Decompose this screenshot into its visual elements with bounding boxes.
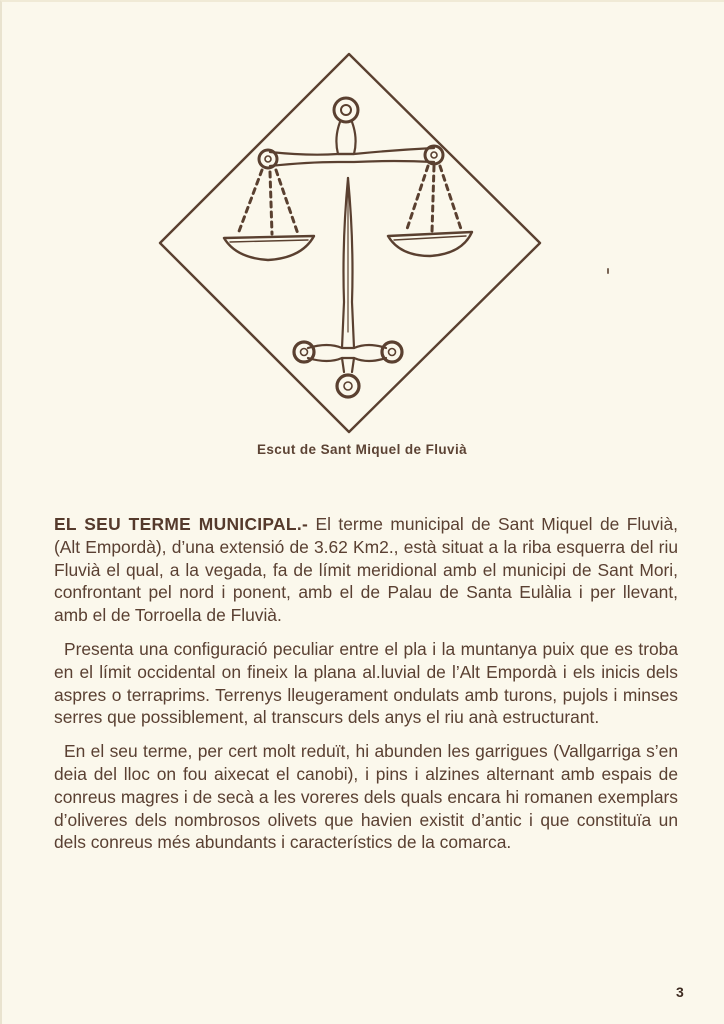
section-heading: EL SEU TERME MUNICIPAL.-	[54, 514, 309, 534]
emblem-caption: Escut de Sant Miquel de Fluvià	[256, 442, 468, 457]
body-text	[54, 513, 678, 865]
coat-of-arms	[158, 52, 542, 434]
paragraph-2: Presenta una configuració peculiar entre el pla i la muntanya puix que es troba en el límit occidental on fineix la plana al.luvial de l’Alt Empordà i els inicis dels aspres o terraprims. Terrenys lleugerament ondulats amb turons, pujols i minses serres que possiblement, al transcurs dels anys el riu anà estructurant.	[54, 638, 678, 728]
print-speck	[607, 268, 609, 274]
paragraph-1	[54, 513, 678, 627]
page-number: 3	[676, 984, 684, 1000]
paragraph-1-text: El terme municipal de Sant Miquel de Fluvià, (Alt Empordà), d’una extensió de 3.62 Km2., està situat a la riba esquerra del riu Fluvià el qual, a la vegada, fa de límit meridional amb el municipi de Sant Mori, confrontant pel nord i ponent, amb el de Palau de Santa Eulàlia i per llevant, amb el de Torroella de Fluvià.	[54, 514, 678, 626]
paragraph-3: En el seu terme, per cert molt reduït, hi abunden les garrigues (Vallgarriga s’en deia del lloc on fou aixecat el canobi), i pins i alzines alternant amb espais de conreus magres i de secà a les voreres dels quals encara hi romanen exemplars d’oliveres dels nombrosos olivets que havien existit d’antic i que constituïa un dels conreus més abundants i característics de la comarca.	[54, 741, 678, 853]
